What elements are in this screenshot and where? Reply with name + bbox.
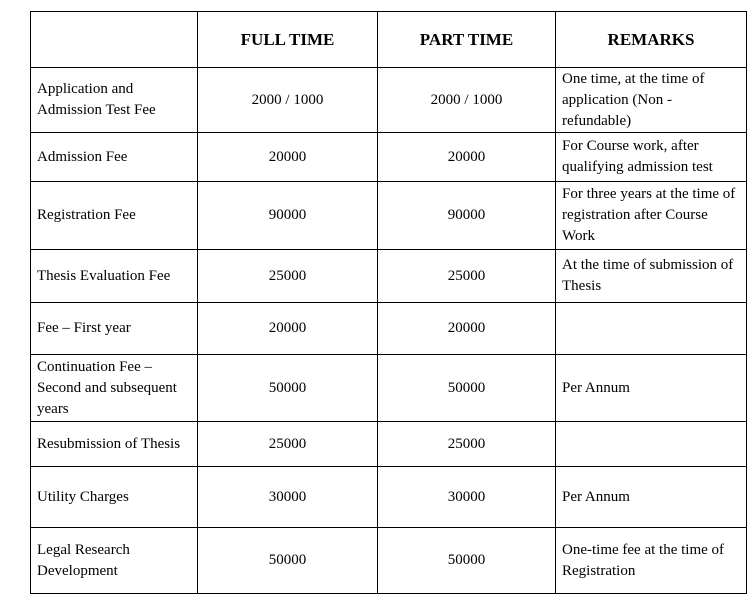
row-full-time: 20000 xyxy=(198,303,378,355)
row-part-time: 90000 xyxy=(378,182,556,250)
row-description: Legal Research Development xyxy=(31,528,198,594)
table-row xyxy=(31,355,747,422)
row-remarks: Per Annum xyxy=(556,467,747,528)
row-part-time: 25000 xyxy=(378,422,556,467)
row-description: Admission Fee xyxy=(31,133,198,182)
row-part-time: 25000 xyxy=(378,250,556,303)
row-remarks: One-time fee at the time of Registration xyxy=(556,528,747,594)
row-description: Thesis Evaluation Fee xyxy=(31,250,198,303)
header-full-time: FULL TIME xyxy=(198,12,378,68)
table-row xyxy=(31,68,747,133)
row-remarks xyxy=(556,422,747,467)
header-blank xyxy=(31,12,198,68)
fee-table xyxy=(30,11,747,594)
row-full-time: 30000 xyxy=(198,467,378,528)
row-remarks: At the time of submission of Thesis xyxy=(556,250,747,303)
row-remarks: Per Annum xyxy=(556,355,747,422)
table-row xyxy=(31,303,747,355)
row-remarks: For three years at the time of registration after Course Work xyxy=(556,182,747,250)
row-part-time: 20000 xyxy=(378,133,556,182)
row-description: Registration Fee xyxy=(31,182,198,250)
row-description: Resubmission of Thesis xyxy=(31,422,198,467)
row-full-time: 50000 xyxy=(198,355,378,422)
row-full-time: 2000 / 1000 xyxy=(198,68,378,133)
row-part-time: 50000 xyxy=(378,528,556,594)
table-row xyxy=(31,528,747,594)
row-part-time: 50000 xyxy=(378,355,556,422)
table-row xyxy=(31,467,747,528)
table-row xyxy=(31,422,747,467)
row-full-time: 25000 xyxy=(198,422,378,467)
row-part-time: 30000 xyxy=(378,467,556,528)
header-part-time: PART TIME xyxy=(378,12,556,68)
row-full-time: 20000 xyxy=(198,133,378,182)
row-description: Utility Charges xyxy=(31,467,198,528)
table-row xyxy=(31,133,747,182)
row-full-time: 50000 xyxy=(198,528,378,594)
header-row xyxy=(31,12,747,68)
row-full-time: 25000 xyxy=(198,250,378,303)
row-remarks: For Course work, after qualifying admission test xyxy=(556,133,747,182)
row-remarks: One time, at the time of application (Non - refundable) xyxy=(556,68,747,133)
row-part-time: 2000 / 1000 xyxy=(378,68,556,133)
row-part-time: 20000 xyxy=(378,303,556,355)
row-description: Continuation Fee – Second and subsequent years xyxy=(31,355,198,422)
row-description: Fee – First year xyxy=(31,303,198,355)
row-description: Application and Admission Test Fee xyxy=(31,68,198,133)
table-row xyxy=(31,182,747,250)
row-remarks xyxy=(556,303,747,355)
table-row xyxy=(31,250,747,303)
header-remarks: REMARKS xyxy=(556,12,747,68)
row-full-time: 90000 xyxy=(198,182,378,250)
